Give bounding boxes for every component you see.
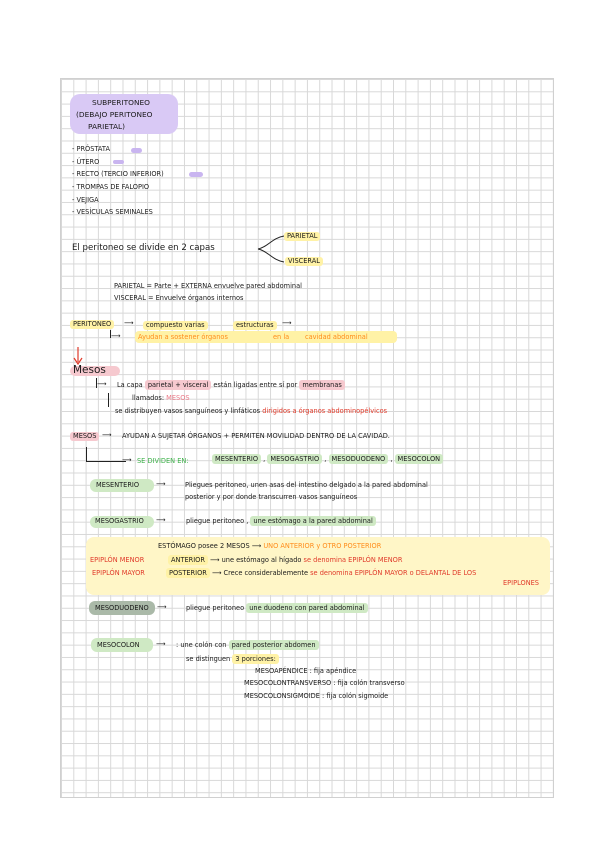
cavidad-text: cavidad abdominal xyxy=(305,333,368,341)
parietal-definition: PARIETAL = Parte + EXTERNA envuelve pared abdominal xyxy=(114,282,302,290)
arrow-icon: ⟶ xyxy=(122,456,132,464)
arrow-icon: ⟶ xyxy=(156,480,166,488)
epiplon-menor-label: EPIPLÓN MENOR xyxy=(90,556,145,564)
mesos-line1: La capa parietal + visceral están ligadas entre sí por membranas xyxy=(117,382,345,389)
list-item: - VEJIGA xyxy=(72,196,99,204)
estructuras-text: estructuras xyxy=(233,321,277,330)
connector-line xyxy=(86,447,87,461)
mesos-line2: llamados: MESOS xyxy=(132,394,190,402)
peritoneo-label: PERITONEO xyxy=(70,320,114,329)
list-item: MESOCOLONSIGMOIDE : fija colón sigmoide xyxy=(244,692,389,700)
arrow-icon: ⟶ xyxy=(157,603,167,611)
mesos-function-text: AYUDAN A SUJETAR ÓRGANOS + PERMITEN MOVILIDAD DENTRO DE LA CAVIDAD. xyxy=(122,432,390,440)
list-item: MESOAPÉNDICE : fija apéndice xyxy=(255,667,357,675)
list-item: - PRÓSTATA xyxy=(72,145,110,153)
mesenterio-line2: posterior y por donde transcurren vasos sanguíneos xyxy=(185,493,358,501)
list-item: - VESÍCULAS SEMINALES xyxy=(72,208,153,216)
connector-line xyxy=(86,461,126,462)
compuesto-text: compuesto varias xyxy=(143,321,208,330)
mesos-label: MESOS xyxy=(70,432,99,441)
arrow-icon: ⟶ xyxy=(156,640,166,648)
capas-intro: El peritoneo se divide en 2 capas xyxy=(72,243,215,253)
mesenterio-label: MESENTERIO xyxy=(96,481,140,489)
list-item: MESOCOLONTRANSVERSO : fija colón transverso xyxy=(244,679,405,687)
division-label: SE DIVIDEN EN: xyxy=(137,457,189,465)
list-item: - RECTO (TERCIO INFERIOR) xyxy=(72,170,164,178)
subperitoneo-title-2: (DEBAJO PERITONEO xyxy=(76,110,153,119)
en-la-text: en la xyxy=(273,333,290,341)
visceral-definition: VISCERAL = Envuelve órganos internos xyxy=(114,294,244,302)
mesogastrio-text: pliegue peritoneo , une estómago a la pared abdominal xyxy=(186,518,376,525)
arrow-icon: ⟶ xyxy=(124,319,134,327)
visceral-label: VISCERAL xyxy=(285,257,323,266)
arrow-icon: ⟶ xyxy=(102,431,112,439)
arrow-icon: ⟶ xyxy=(111,332,121,340)
mesogastrio-label: MESOGASTRIO xyxy=(95,517,144,525)
estomago-line3: POSTERIOR ⟶ Crece considerablemente se denomina EPIPLÓN MAYOR o DELANTAL DE LOS xyxy=(166,570,476,577)
mesoduodeno-label: MESODUODENO xyxy=(95,604,149,612)
estomago-line1: ESTÓMAGO posee 2 MESOS ⟶ UNO ANTERIOR y OTRO POSTERIOR xyxy=(158,542,382,550)
arrow-icon: ⟶ xyxy=(97,380,107,388)
ayudan-text: Ayudan a sostener órganos xyxy=(138,333,228,341)
part-mesogastrio: MESOGASTRIO xyxy=(267,454,322,464)
part-mesoduodeno: MESODUODENO xyxy=(329,454,389,464)
mesocolon-line2: se distinguen 3 porciones: xyxy=(186,656,279,663)
mesocolon-label: MESOCOLON xyxy=(97,641,140,649)
division-parts: MESENTERIO , MESOGASTRIO , MESODUODENO , MESOCOLON xyxy=(212,456,443,463)
mesoduodeno-text: pliegue peritoneo une duodeno con pared abdominal xyxy=(186,605,368,612)
subperitoneo-title-1: SUBPERITONEO xyxy=(92,98,150,107)
list-item: - TROMPAS DE FALOPIO xyxy=(72,183,150,191)
estomago-line3-cont: EPIPLONES xyxy=(503,579,539,587)
mesos-line3: se distribuyen vasos sanguíneos y linfáticos dirigidos a órganos abdominopélvicos xyxy=(115,407,388,415)
arrow-icon: ⟶ xyxy=(156,516,166,524)
connector-line xyxy=(108,393,109,407)
subperitoneo-title-3: PARIETAL) xyxy=(88,122,126,131)
epiplon-mayor-label: EPIPLÓN MAYOR xyxy=(92,569,145,577)
arrow-icon: ⟶ xyxy=(282,319,292,327)
mesocolon-line1: : une colón con pared posterior abdomen xyxy=(176,642,319,649)
list-item: - ÚTERO xyxy=(72,158,100,166)
estomago-line2: ANTERIOR ⟶ une estómago al hígado se denomina EPIPLÓN MENOR xyxy=(168,557,402,564)
part-mesenterio: MESENTERIO xyxy=(212,454,261,464)
mesos-title: Mesos xyxy=(73,364,106,376)
part-mesocolon: MESOCOLON xyxy=(395,454,444,464)
mesenterio-line1: Pliegues peritoneo, unen asas del intestino delgado a la pared abdominal xyxy=(185,481,428,489)
parietal-label: PARIETAL xyxy=(284,232,320,241)
